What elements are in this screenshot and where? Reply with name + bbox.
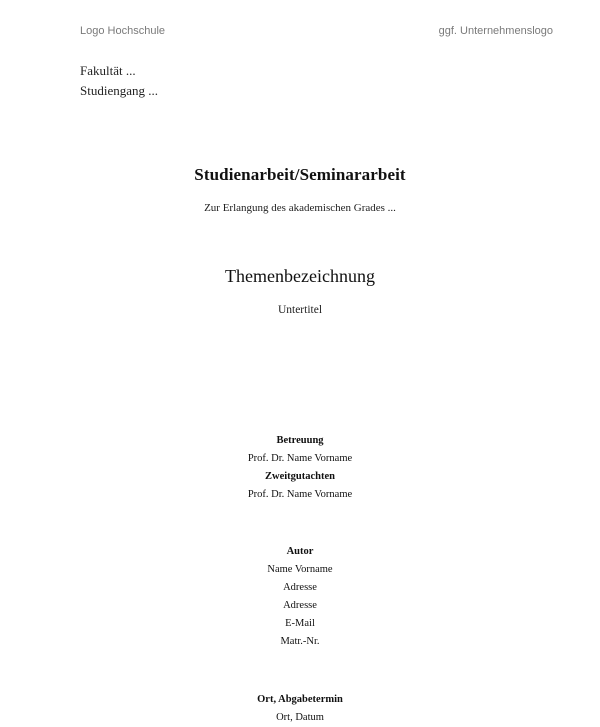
author-block [0,543,600,651]
submission-block [0,691,600,727]
author-address-1: Adresse [283,582,317,593]
supervision-block [0,432,600,504]
faculty-block [80,61,158,101]
company-logo-placeholder: ggf. Unternehmenslogo [438,25,553,37]
university-logo-placeholder: Logo Hochschule [80,25,166,37]
degree-note: Zur Erlangung des akademischen Grades ... [204,202,396,214]
supervisor-name: Prof. Dr. Name Vorname [247,453,353,464]
topic-subtitle: Untertitel [277,304,323,316]
second-reviewer-name: Prof. Dr. Name Vorname [247,489,353,500]
submission-value: Ort, Datum [276,712,324,723]
submission-label: Ort, Abgabetermin [257,694,343,705]
supervision-label: Betreuung [276,435,324,446]
document-type-title: Studienarbeit/Seminararbeit [194,165,406,184]
faculty-label: Fakultät ... [80,63,136,78]
author-address-2: Adresse [283,600,317,611]
topic-title: Themenbezeichnung [225,266,375,286]
study-program-label: Studiengang ... [80,83,158,98]
author-matriculation: Matr.-Nr. [280,636,320,647]
author-email: E-Mail [285,618,315,629]
second-reviewer-label: Zweitgutachten [265,471,335,482]
author-name: Name Vorname [267,564,333,575]
author-label: Autor [286,546,314,557]
